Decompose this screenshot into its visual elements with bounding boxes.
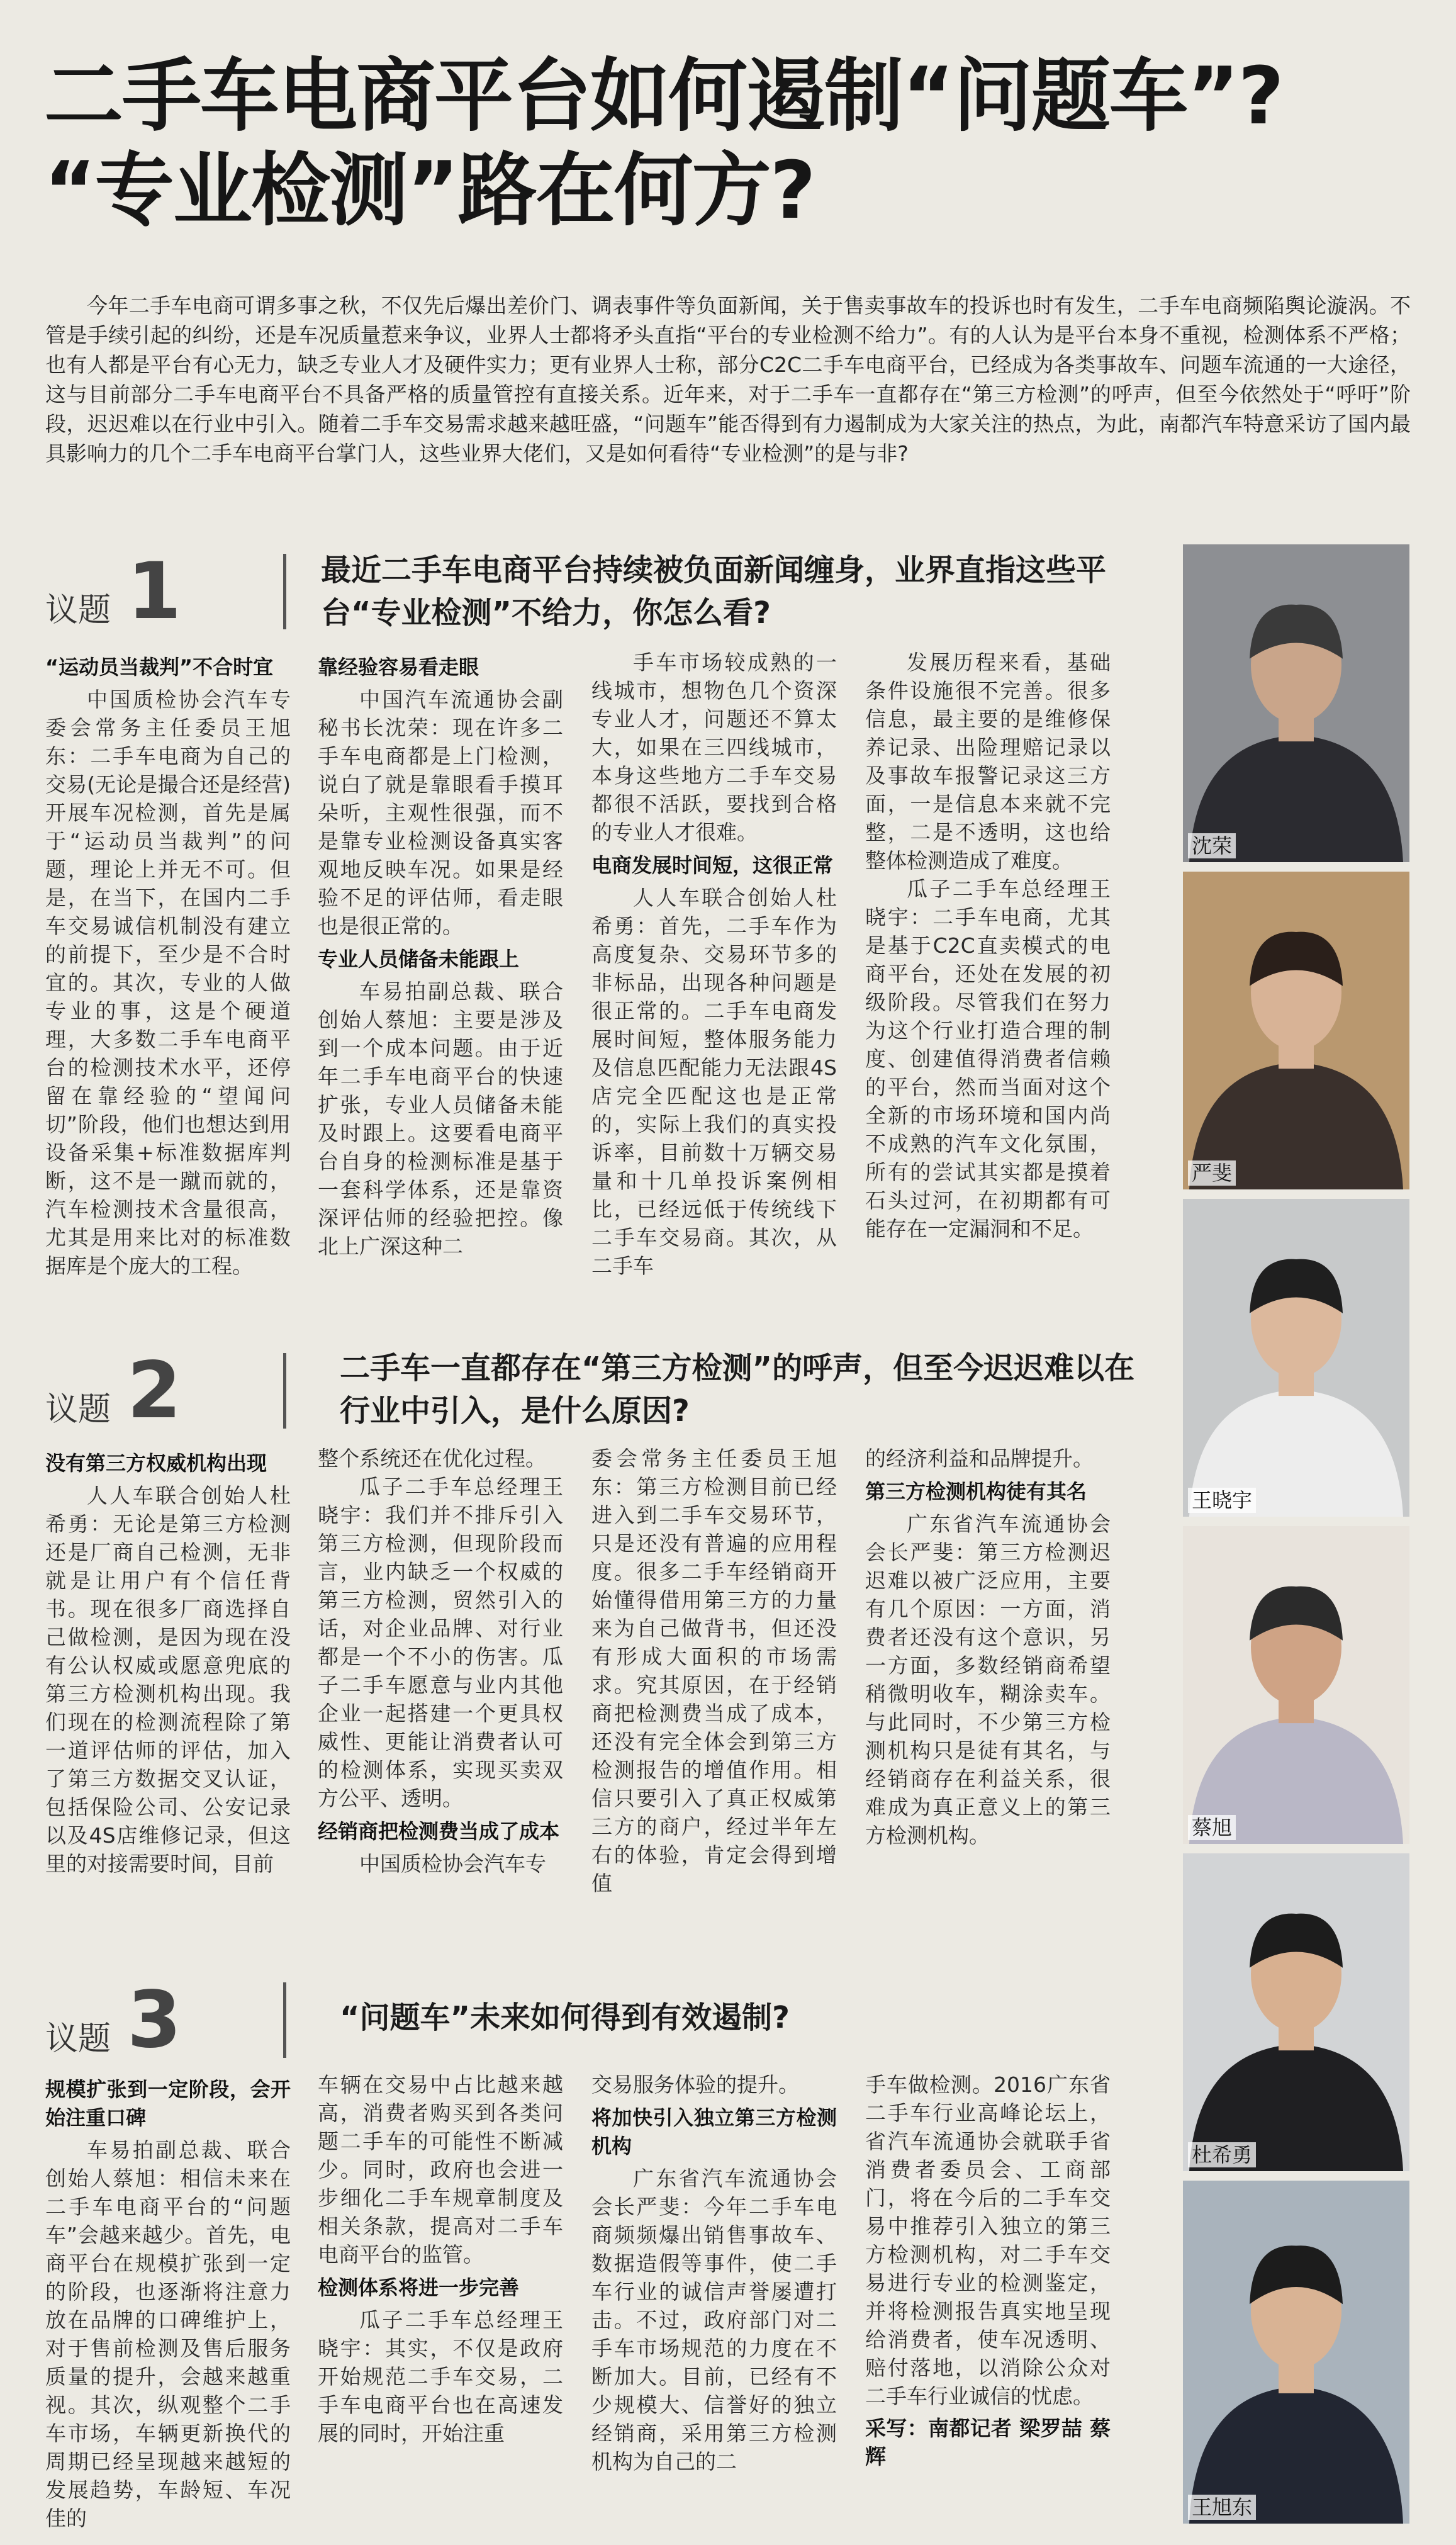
topic-1-divider bbox=[283, 554, 286, 629]
portrait-illustration bbox=[1183, 1199, 1409, 1517]
topic-2-column bbox=[865, 1444, 1111, 1941]
portrait-caption: 严斐 bbox=[1188, 1160, 1236, 1186]
topic-2-column bbox=[591, 1444, 837, 1941]
topic-3-column bbox=[865, 2070, 1111, 2530]
body-paragraph: 车辆在交易中占比越来越高，消费者购买到各类问题二手车的可能性不断减少。同时，政府也会进一步细化二手车规章制度及相关条款，提高对二手车电商平台的监管。 bbox=[318, 2072, 563, 2267]
topic-3-question: “问题车”未来如何得到有效遏制? bbox=[340, 2000, 790, 2035]
portrait-caption: 杜希勇 bbox=[1188, 2142, 1256, 2167]
section-subheading: 将加快引入独立第三方检测机构 bbox=[591, 2106, 837, 2158]
body-paragraph: 瓜子二手车总经理王晓宇：其实，不仅是政府开始规范二手车交易，二手车电商平台也在高速发展的同时，开始注重 bbox=[318, 2308, 563, 2446]
section-subheading: “运动员当裁判”不合时宜 bbox=[45, 655, 274, 679]
body-paragraph: 的经济利益和品牌提升。 bbox=[865, 1446, 1094, 1471]
portrait-illustration bbox=[1183, 544, 1409, 862]
topic-2-divider bbox=[283, 1353, 286, 1429]
body-paragraph: 中国质检协会汽车专委会常务主任委员王旭东：二手车电商为自己的交易(无论是撮合还是经营)开展车况检测，首先是属于“运动员当裁判”的问题，理论上并无不可。但是，在当下，在国内二手车交易诚信机制没有建立的前提下，至少是不合时宜的。其次，专业的人做专业的事，这是个硬道理，大多数二手车电商平台的检测技术水平，还停留在靠经验的“望闻问切”阶段，他们也想达到用设备采集+标准数据库判断，这不是一蹴而就的，汽车检测技术含量很高，尤其是用来比对的标准数据库是个庞大的工程。 bbox=[45, 687, 291, 1278]
topic-3-column bbox=[45, 2070, 291, 2530]
body-paragraph: 瓜子二手车总经理王晓宇：我们并不排斥引入第三方检测，但现阶段而言，业内缺乏一个权威的第三方检测，贸然引入的话，对企业品牌、对行业都是一个不小的伤害。瓜子二手车愿意与业内其他企业一起搭建一个更具权威性、更能让消费者认可的检测体系，实现买卖双方公平、透明。 bbox=[318, 1475, 563, 1811]
body-paragraph: 交易服务体验的提升。 bbox=[591, 2072, 799, 2097]
topic-number: 3 bbox=[127, 1975, 182, 2065]
topic-number: 2 bbox=[127, 1346, 182, 1436]
body-paragraph: 人人车联合创始人杜希勇：首先，二手车作为高度复杂、交易环节多的非标品，出现各种问题是很正常的。二手车电商发展时间短，整体服务能力及信息匹配能力无法跟4S店完全匹配这也是正常的，实际上我们的真实投诉率，目前数十万辆交易量和十几单投诉案例相比，已经远低于传统线下二手车交易商。其次，从二手车 bbox=[591, 885, 837, 1278]
topic-1-question: 最近二手车电商平台持续被负面新闻缠身，业界直指这些平台“专业检测”不给力，你怎么看? bbox=[321, 553, 1107, 631]
topic-1-label bbox=[45, 546, 182, 637]
body-paragraph: 车易拍副总裁、联合创始人蔡旭：相信未来在二手车电商平台的“问题车”会越来越少。首先，电商平台在规模扩张到一定的阶段，也逐渐将注意力放在品牌的口碑维护上，对于售前检测及售后服务质量的提升，会越来越重视。其次，纵观整个二手车市场，车辆更新换代的周期已经呈现越来越短的发展趋势，车龄短、车况佳的 bbox=[45, 2138, 291, 2530]
body-paragraph: 发展历程来看，基础条件设施很不完善。很多信息，最主要的是维修保养记录、出险理赔记录以及事故车报警记录这三方面，一是信息本来就不完整，二是不透明，这也给整体检测造成了难度。 bbox=[865, 650, 1111, 873]
topic-2-column bbox=[45, 1444, 291, 1941]
portrait-caption: 王旭东 bbox=[1188, 2495, 1256, 2520]
section-subheading: 经销商把检测费当成了成本 bbox=[318, 1819, 560, 1843]
topic-word: 议题 bbox=[45, 2020, 111, 2058]
body-paragraph: 手车做检测。2016广东省二手车行业高峰论坛上，省汽车流通协会就联手省消费者委员会、工商部门，将在今后的二手车交易中推荐引入独立的第三方检测机构，对二手车交易进行专业的检测鉴定，并将检测报告真实地呈现给消费者，使车况透明、赔付落地，以消除公众对二手车行业诚信的忧虑。 bbox=[865, 2072, 1111, 2408]
topic-1-column bbox=[318, 648, 563, 1303]
body-paragraph: 人人车联合创始人杜希勇：无论是第三方检测还是厂商自己检测，无非就是让用户有个信任背书。现在很多厂商选择自己做检测，是因为现在没有公认权威或愿意兜底的第三方检测机构出现。我们现在的检测流程除了第一道评估师的评估，加入了第三方数据交叉认证，包括保险公司、公安记录以及4S店维修记录，但这里的对接需要时间，目前 bbox=[45, 1483, 291, 1876]
section-subheading: 靠经验容易看走眼 bbox=[318, 655, 479, 679]
body-paragraph: 中国汽车流通协会副秘书长沈荣：现在许多二手车电商都是上门检测，说白了就是靠眼看手摸耳朵听，主观性很强，而不是靠专业检测设备真实客观地反映车况。如果是经验不足的评估师，看走眼也是很正常的。 bbox=[318, 687, 563, 938]
portrait-photo bbox=[1183, 1199, 1409, 1517]
body-paragraph: 车易拍副总裁、联合创始人蔡旭：主要是涉及到一个成本问题。由于近年二手车电商平台的快速扩张，专业人员储备未能及时跟上。这要看电商平台自身的检测标准是基于一套科学体系，还是靠资深评估师的经验把控。像北上广深这种二 bbox=[318, 979, 563, 1259]
body-paragraph: 中国质检协会汽车专 bbox=[359, 1851, 546, 1876]
portrait-photo bbox=[1183, 1853, 1409, 2171]
byline: 采写：南都记者 梁罗喆 蔡辉 bbox=[865, 2416, 1111, 2469]
topic-1-column bbox=[45, 648, 291, 1303]
portrait-photo bbox=[1183, 1526, 1409, 1844]
body-paragraph: 整个系统还在优化过程。 bbox=[318, 1446, 546, 1471]
headline-line-2: “专业检测”路在何方? bbox=[44, 144, 815, 237]
topic-2-column bbox=[318, 1444, 563, 1941]
section-subheading: 检测体系将进一步完善 bbox=[318, 2276, 520, 2300]
topic-3-divider bbox=[283, 1982, 286, 2058]
portrait-caption: 蔡旭 bbox=[1188, 1815, 1236, 1840]
topic-word: 议题 bbox=[45, 1391, 111, 1429]
topic-1-column bbox=[865, 648, 1111, 1303]
body-paragraph: 广东省汽车流通协会会长严斐：第三方检测迟迟难以被广泛应用，主要有几个原因：一方面，消费者还没有这个意识，另一方面，多数经销商希望稍微明收车，糊涂卖车。与此同时，不少第三方检测机构只是徒有其名，与经销商存在利益关系，很难成为真正意义上的第三方检测机构。 bbox=[865, 1512, 1111, 1848]
topic-3-column bbox=[591, 2070, 837, 2530]
topic-2-question: 二手车一直都存在“第三方检测”的呼声，但至今迟迟难以在行业中引入，是什么原因? bbox=[340, 1351, 1135, 1429]
portrait-illustration bbox=[1183, 872, 1409, 1189]
body-paragraph: 广东省汽车流通协会会长严斐：今年二手车电商频频爆出销售事故车、数据造假等事件，使二手车行业的诚信声誉屡遭打击。不过，政府部门对二手车市场规范的力度在不断加大。目前，已经有不少规模大、信誉好的独立经销商，采用第三方检测机构为自己的二 bbox=[591, 2166, 837, 2474]
portrait-illustration bbox=[1183, 1526, 1409, 1844]
portrait-illustration bbox=[1183, 1853, 1409, 2171]
lead-paragraph: 今年二手车电商可谓多事之秋，不仅先后爆出差价门、调表事件等负面新闻，关于售卖事故车的投诉也时有发生，二手车电商频陷舆论漩涡。不管是手续引起的纠纷，还是车况质量惹来争议，业界人士都将矛头直指“平台的专业检测不给力”。有的人认为是平台本身不重视，检测体系不严格；也有人都是平台有心无力，缺乏专业人才及硬件实力；更有业界人士称，部分C2C二手车电商平台，已经成为各类事故车、问题车流通的一大途径，这与目前部分二手车电商平台不具备严格的质量管控有直接关系。近年来，对于二手车一直都存在“第三方检测”的呼声，但至今依然处于“呼吁”阶段，迟迟难以在行业中引入。随着二手车交易需求越来越旺盛，“问题车”能否得到有力遏制成为大家关注的热点，为此，南都汽车特意采访了国内最具影响力的几个二手车电商平台掌门人，这些业界大佬们，又是如何看待“专业检测”的是与非? bbox=[45, 293, 1411, 466]
portrait-photo bbox=[1183, 2181, 1409, 2524]
section-subheading: 规模扩张到一定阶段，会开始注重口碑 bbox=[45, 2077, 291, 2130]
portrait-caption: 沈荣 bbox=[1188, 833, 1236, 858]
portrait-photo bbox=[1183, 544, 1409, 862]
topic-2-label bbox=[45, 1346, 182, 1436]
section-subheading: 专业人员储备未能跟上 bbox=[318, 947, 520, 971]
body-paragraph: 瓜子二手车总经理王晓宇：二手车电商，尤其是基于C2C直卖模式的电商平台，还处在发展的初级阶段。尽管我们在努力为这个行业打造合理的制度、创建值得消费者信赖的平台，然而当面对这个全新的市场环境和国内尚不成熟的汽车文化氛围，所有的尝试其实都是摸着石头过河，在初期都有可能存在一定漏洞和不足。 bbox=[865, 877, 1111, 1241]
topic-number: 1 bbox=[127, 546, 182, 637]
portrait-photo bbox=[1183, 872, 1409, 1189]
body-paragraph: 手车市场较成熟的一线城市，想物色几个资深专业人才，问题还不算太大，如果在三四线城市，本身这些地方二手车交易都很不活跃，要找到合格的专业人才很难。 bbox=[591, 650, 837, 845]
topic-word: 议题 bbox=[45, 592, 111, 629]
headline-line-1: 二手车电商平台如何遏制“问题车”? bbox=[44, 50, 1283, 142]
section-subheading: 第三方检测机构徒有其名 bbox=[865, 1480, 1087, 1503]
section-subheading: 没有第三方权威机构出现 bbox=[45, 1451, 267, 1475]
portrait-illustration bbox=[1183, 2181, 1409, 2524]
topic-3-column bbox=[318, 2070, 563, 2530]
topic-1-column bbox=[591, 648, 837, 1303]
body-paragraph: 委会常务主任委员王旭东：第三方检测目前已经进入到二手车交易环节，只是还没有普遍的应用程度。很多二手车经销商开始懂得借用第三方的力量来为自己做背书，但还没有形成大面积的市场需求。究其原因，在于经销商把检测费当成了成本，还没有完全体会到第三方检测报告的增值作用。相信只要引入了真正权威第三方的商户，经过半年左右的体验，肯定会得到增值 bbox=[591, 1446, 837, 1896]
topic-3-label bbox=[45, 1975, 182, 2065]
portrait-caption: 王晓宇 bbox=[1188, 1488, 1256, 1513]
section-subheading: 电商发展时间短，这很正常 bbox=[591, 853, 834, 877]
